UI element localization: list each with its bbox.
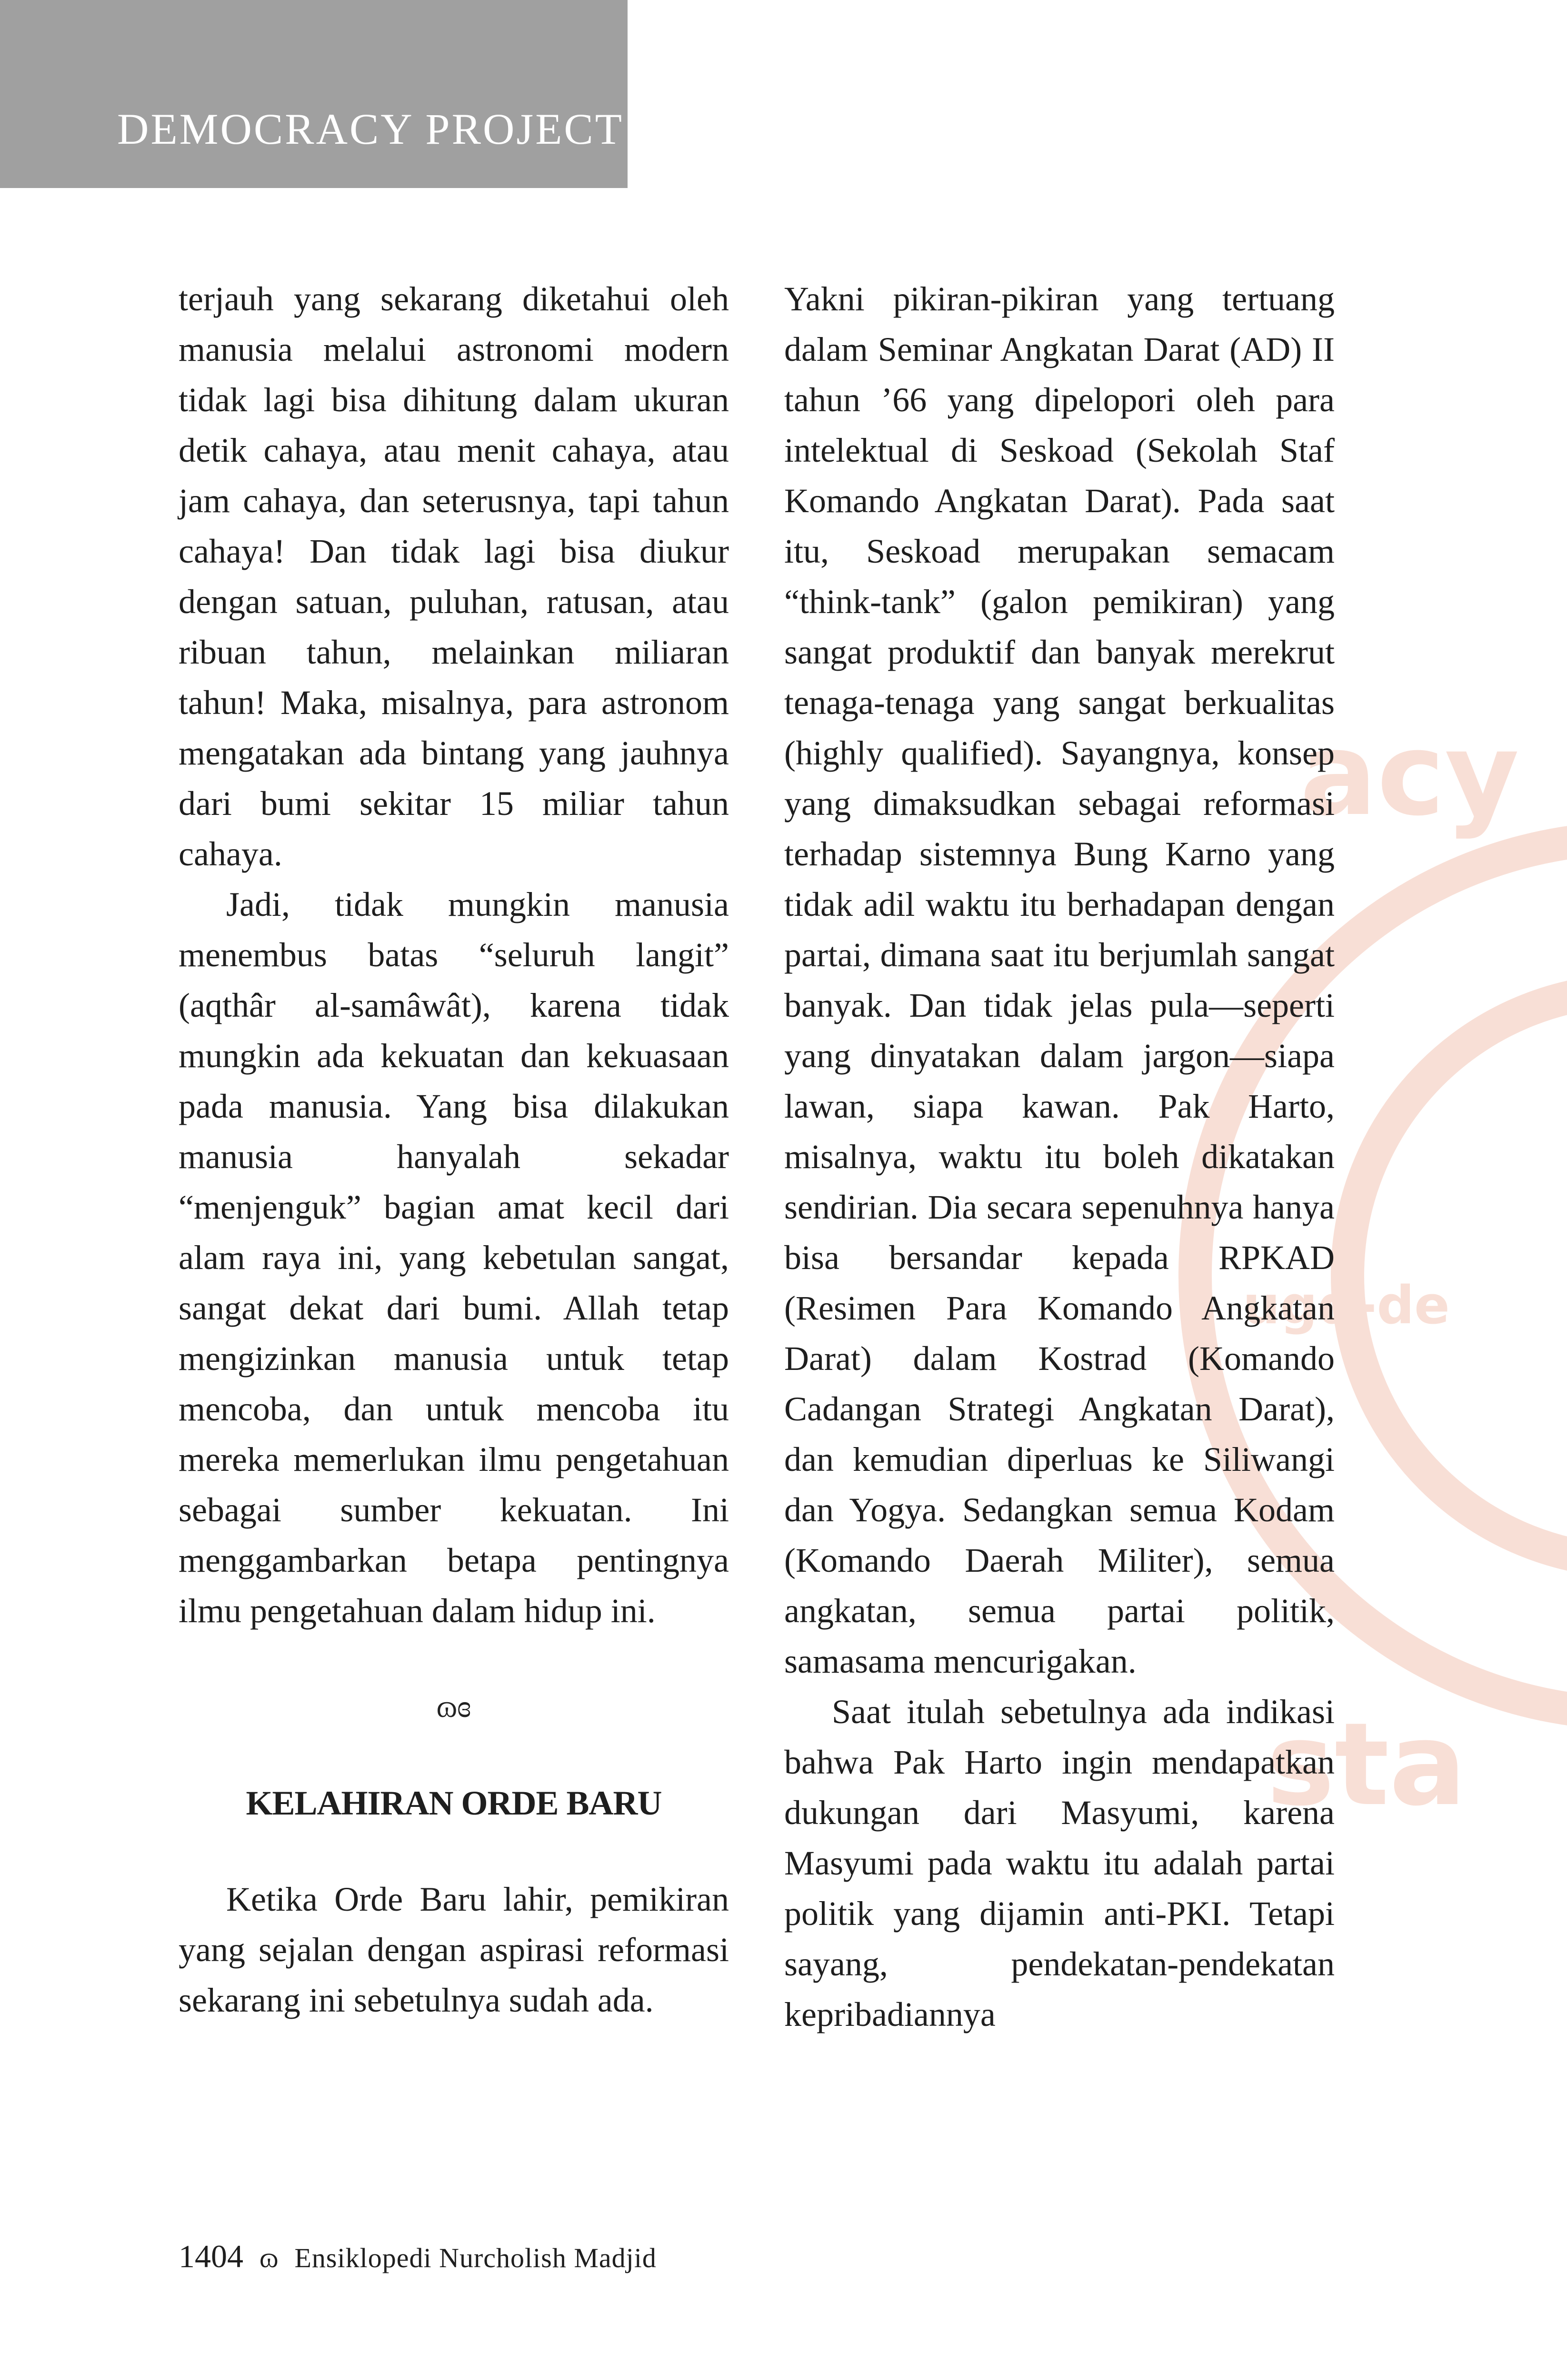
page-number: 1404 bbox=[179, 2238, 243, 2274]
right-column bbox=[784, 274, 1335, 2040]
right-paragraph-1: Yakni pikiran-pikiran yang tertuang dalam Seminar Angkatan Darat (AD) II tahun ’66 yang dipelopori oleh para intelektual di Seskoad (Sekolah Staf Komando Angkatan Darat). Pada saat itu, Seskoad merupakan semacam “think-tank” (galon pemikiran) yang sangat produktif dan banyak merekrut tenaga-tenaga yang sangat berkualitas (highly qualified). Sayangnya, konsep yang dimaksudkan sebagai reformasi terhadap sistemnya Bung Karno yang tidak adil waktu itu berhadapan dengan partai, dimana saat itu berjumlah sangat banyak. Dan tidak jelas pula—seperti yang dinyatakan dalam jargon—siapa lawan, siapa kawan. Pak Harto, misalnya, waktu itu boleh dikatakan sendirian. Dia secara sepenuhnya hanya bisa bersandar kepada RPKAD (Resimen Para Komando Angkatan Darat) dalam Kostrad (Komando Cadangan Strategi Angkatan Darat), dan kemudian diperluas ke Siliwangi dan Yogya. Sedangkan semua Kodam (Komando Daerah Militer), semua angkatan, semua partai politik, samasama mencurigakan. bbox=[784, 280, 1335, 1680]
running-header-title: DEMOCRACY PROJECT bbox=[117, 105, 624, 153]
page-footer bbox=[179, 2237, 657, 2277]
footer-ornament-icon: ɷ bbox=[260, 2242, 279, 2273]
left-paragraph-2: Jadi, tidak mungkin manusia menembus batas “seluruh langit” (aqthâr al-samâwât), karena tidak mungkin ada kekuatan dan kekuasaan pada manusia. Yang bisa dilakukan manusia hanyalah sekadar “menjenguk” bagian amat kecil dari alam raya ini, yang kebetulan sangat, sangat dekat dari bumi. Allah tetap mengizinkan manusia untuk tetap mencoba, dan untuk mencoba itu mereka memerlukan ilmu pengetahuan sebagai sumber kekuatan. Ini menggambarkan betapa pentingnya ilmu pengetahuan dalam hidup ini. bbox=[179, 885, 729, 1630]
watermark-text-bottom: sta bbox=[1267, 1698, 1467, 1831]
left-paragraph-1: terjauh yang sekarang diketahui oleh manusia melalui astronomi modern tidak lagi bisa dihitung dalam ukuran detik cahaya, atau menit cahaya, atau jam cahaya, dan seterusnya, tapi tahun cahaya! Dan tidak lagi bisa diukur dengan satuan, puluhan, ratusan, atau ribuan tahun, melainkan miliaran tahun! Maka, misalnya, para astronom mengatakan ada bintang yang jauhnya dari bumi sekitar 15 miliar tahun cahaya. bbox=[179, 280, 729, 873]
section-ornament: ɷɞ bbox=[436, 1689, 471, 1724]
section-paragraph: Ketika Orde Baru lahir, pemikiran yang sejalan dengan aspirasi reformasi sekarang ini sebetulnya sudah ada. bbox=[179, 1880, 729, 2019]
watermark-text-mid: ugd-de bbox=[1243, 1275, 1450, 1336]
section-heading: KELAHIRAN ORDE BARU bbox=[246, 1784, 662, 1822]
book-title: Ensiklopedi Nurcholish Madjid bbox=[294, 2242, 657, 2273]
watermark-text-top: acy bbox=[1300, 708, 1519, 841]
header-band bbox=[0, 0, 628, 188]
left-column bbox=[179, 274, 729, 2025]
right-paragraph-2: Saat itulah sebetulnya ada indikasi bahwa Pak Harto ingin mendapatkan dukungan dari Masyumi, karena Masyumi pada waktu itu adalah partai politik yang dijamin anti-PKI. Tetapi sayang, pendekatan-pendekatan kepribadiannya bbox=[784, 1693, 1335, 2033]
